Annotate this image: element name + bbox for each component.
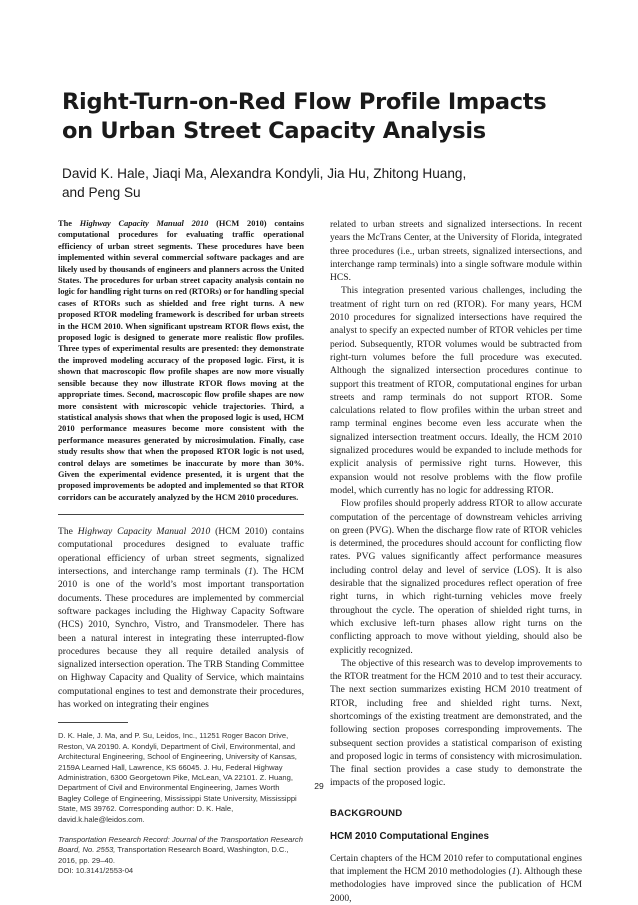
reference-marker: 1 (511, 866, 517, 878)
author-list: David K. Hale, Jiaqi Ma, Alexandra Kondyli, Jia Hu, Zhitong Huang, and Peng Su (62, 166, 467, 200)
manual-title: Highway Capacity Manual 2010 (79, 219, 209, 228)
left-column (58, 218, 304, 877)
subsection-heading: HCM 2010 Computational Engines (330, 830, 489, 842)
author-affiliations: D. K. Hale, J. Ma, and P. Su, Leidos, Inc., 11251 Roger Bacon Drive, Reston, VA 20190. A. Kondyli, Department of Civil, Environmental, and Architectural Engineering, School of Engineering, University of Kansas, 2159A Learned Hall, Lawrence, KS 66045. J. Hu, Federal Highway Administration, 6300 Georgetown Pike, McLean, VA 22101. Z. Huang, Department of Civil and Environmental Engineering, James Worth Bagley College of Engineering, Mississippi State University, Mississippi State, MS 39762. Corresponding author: D. K. Hale, david.k.hale@leidos.com. (58, 731, 297, 824)
reference-marker: 1 (248, 566, 253, 578)
journal-citation: Transportation Research Record: Journal of the Transportation Research Board, No. 2553, Transportation Research Board, Washington, D.C., 2016, pp. 29–40. DOI: 10.3141/2553-04 (58, 834, 303, 876)
section-heading: BACKGROUND (330, 807, 403, 819)
abstract-divider (58, 514, 304, 515)
paragraph: Certain chapters of the HCM 2010 refer to computational engines that implement the HCM 2010 methodologies (1). Although these methodologies have improved since the publication of HCM 2000, (330, 852, 583, 904)
doi: DOI: 10.3141/2553-04 (58, 866, 134, 876)
intro-paragraph: The Highway Capacity Manual 2010 (HCM 2010) contains computational procedures designed to evaluate traffic operational efficiency of urban street segments, signalized intersections, and interchange ramp terminals (1). The HCM 2010 is one of the world’s most important transportation documents. These procedures are implemented by commercial software packages including the Highway Capacity Software (HCS) 2010, Synchro, Vistro, and Transmodeler. There has been a natural interest in integrating these interrupted-flow procedures because they all require detailed analysis of signalized intersection operation. The TRB Standing Committee on Highway Capacity and Quality of Service, which maintains computational engines to test and demonstrate their procedures, has worked on integrating their engines (58, 526, 304, 711)
page-number: 29 (314, 781, 324, 791)
right-column (330, 218, 582, 905)
abstract: The Highway Capacity Manual 2010 (HCM 2010) contains computational procedures for evaluating traffic operational efficiency of urban street segments. These procedures have been implemented within several commercial software packages and are likely used by thousands of engineers and planners across the United States. The procedures for urban street capacity analysis contain no logic for handling right turns on red (RTORs) or for handling special cases of RTORs such as shielded and free right turns. A new proposed RTOR modeling framework is described for urban streets in the HCM 2010. When significant upstream RTOR flows exist, the proposed logic is designed to generate more realistic flow profiles. Three types of experimental results are presented: they demonstrate the improved modeling accuracy of the proposed logic. First, it is shown that macroscopic flow profile shapes are now more visually sensible because they now illustrate RTOR flows moving at the appropriate times. Second, macroscopic flow profile shapes are now more consistent with microscopic vehicle trajectories. Third, a statistical analysis shows that when the proposed logic is used, HCM 2010 performance measures become more consistent with the performance measures generated by microsimulation. Finally, case study results show that when the proposed RTOR logic is not used, control delays are sometimes be inaccurate by more than 30%. Given the experimental evidence presented, it is urgent that the proposed improvements be adopted and implemented so that RTOR corridors can be accurately analyzed by the HCM 2010 procedures. (58, 219, 304, 502)
article-title: Right-Turn-on-Red Flow Profile Impacts on Urban Street Capacity Analysis (62, 89, 547, 144)
paragraph: This integration presented various challenges, including the treatment of right turn on red (RTOR). For many years, HCM 2010 procedures for signalized intersections have required the analyst to specify an expected number of RTOR vehicles per time period. Subsequently, RTOR volumes would be subtracted from right-turn volumes before the full procedure was executed. Although the signalized intersection procedures continue to support this treatment of RTOR, computational engines for urban streets and ramp terminals do not support RTOR. Some calculations related to flow profiles within the urban street and ramp terminal engines become even less accurate when the signalized intersection treatment occurs. Ideally, the HCM 2010 signalized procedures would be expanded to include methods for explicit analysis of permissive right turns. However, this expansion would not resolve problems with the flow profile model, which currently has no logic for addressing RTOR. (330, 285, 582, 496)
paragraph: Flow profiles should properly address RTOR to allow accurate computation of the percentage of downstream vehicles arriving on green (PVG). When the discharge flow rate of RTOR vehicles is determined, the procedures should account for conflicting flow rates. PVG values significantly affect performance measures including control delay and level of service (LOS). It is also desirable that the signalized procedures reflect operation of free right turns, in which right-turning vehicles move freely throughout the cycle. The operation of shielded right turns, in which exclusive left-turn phases allow right turns on the conflicting approach to move without yielding, should also be explicitly recognized. (330, 498, 582, 656)
paragraph: related to urban streets and signalized intersections. In recent years the McTrans Center, at the University of Florida, integrated three procedures (i.e., urban streets, signalized intersections, and interchange ramp terminals) into a single software module within HCS. (330, 219, 582, 284)
footnote-divider (58, 722, 128, 723)
paragraph: The objective of this research was to develop improvements to the RTOR treatment for the HCM 2010 and to test their accuracy. The next section summarizes existing HCM 2010 treatment of RTOR, including free and shielded right turns. Next, shortcomings of the existing treatment are demonstrated, and the following section proposes corresponding improvements. The subsequent section provides a statistical comparison of existing and proposed logic in terms of consistency with microsimulation. The final section provides a case study to demonstrate the impacts of the proposed logic. (330, 657, 582, 789)
manual-title: Highway Capacity Manual 2010 (77, 526, 211, 538)
